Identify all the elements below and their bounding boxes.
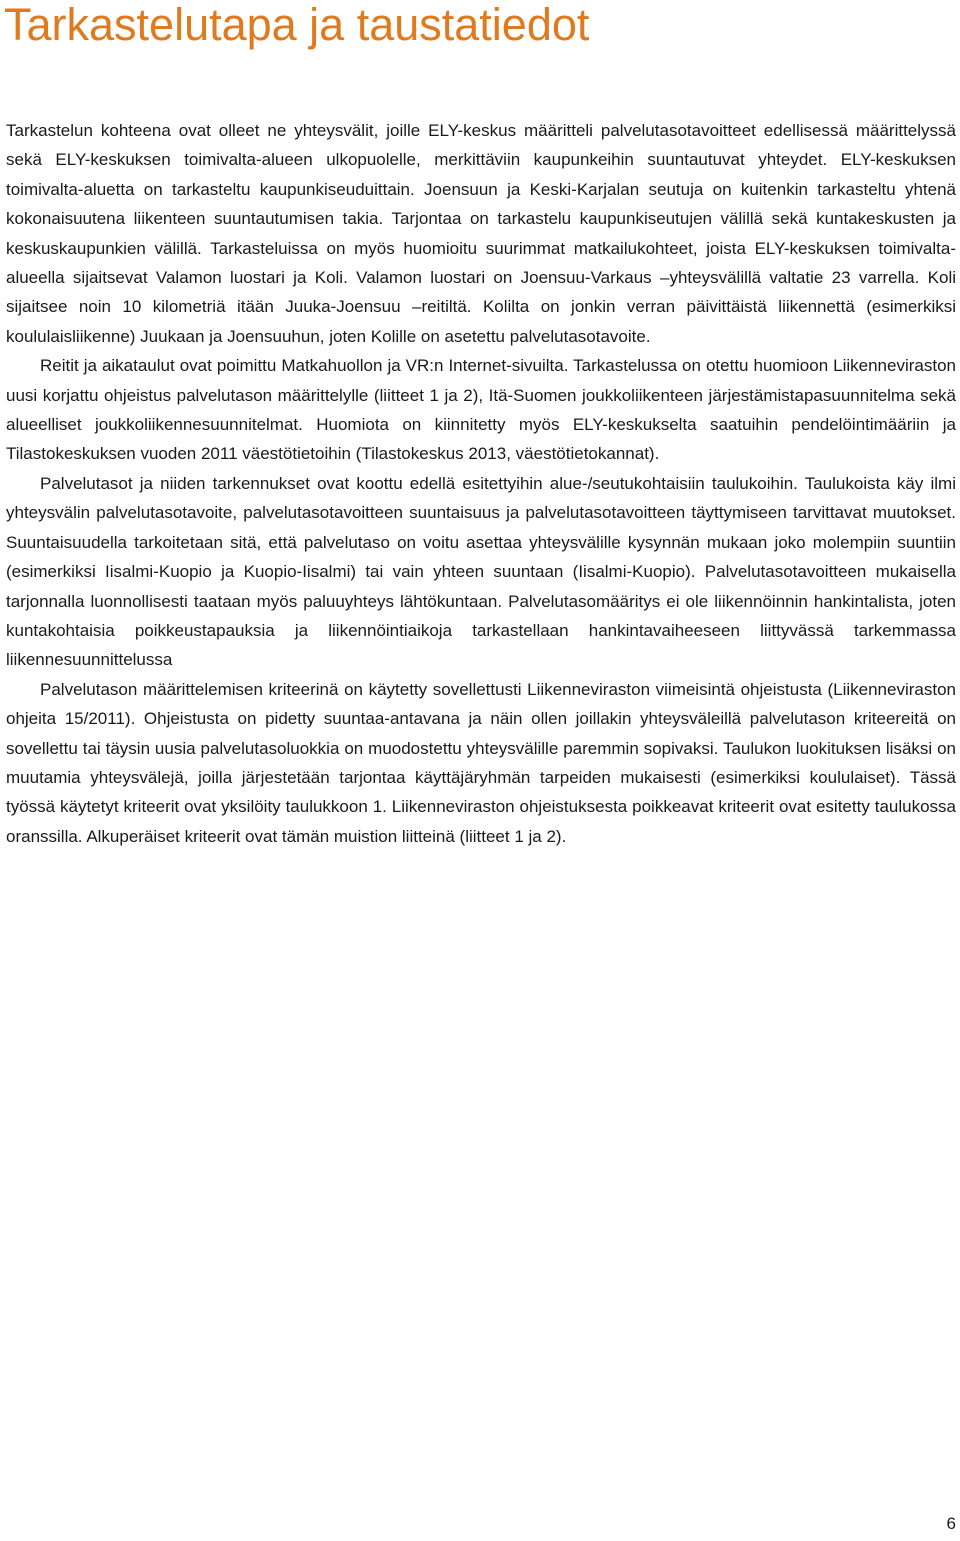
page-number: 6 [946, 1514, 956, 1533]
page-title: Tarkastelutapa ja taustatiedot [4, 0, 590, 50]
paragraph-service-levels: Palvelutasot ja niiden tarkennukset ovat koottu edellä esitettyihin alue-/seutukohtaisiin taulukoihin. Taulukoista käy ilmi yhteysvälin palvelutasotavoite, palvelutasotavoitteen suuntaisuus ja palvelutasotavoitteen täyttymiseen tarvittavat muutokset. Suuntaisuudella tarkoitetaan sitä, että palvelutaso on voitu asettaa yhteysvälille kysynnän mukaan joko molempiin suuntiin (esimerkiksi Iisalmi-Kuopio ja Kuopio-Iisalmi) tai vain yhteen suuntaan (Iisalmi-Kuopio). Palvelutasotavoitteen mukaisella tarjonnalla luonnollisesti taataan myös paluuyhteys lähtökuntaan. Palvelutasomääritys ei ole liikennöinnin hankintalista, joten kuntakohtaisia poikkeustapauksia ja liikennöintiaikoja tarkastellaan hankintavaiheeseen liittyvässä tarkemmassa liikennesuunnittelussa [6, 473, 956, 670]
body-text [6, 116, 956, 851]
paragraph-scope: Tarkastelun kohteena ovat olleet ne yhteysvälit, joille ELY-keskus määritteli palvelutasotavoitteet edellisessä määrittelyssä sekä ELY-keskuksen toimivalta-alueen ulkopuolelle, merkittäviin kaupunkeihin suuntautuvat yhteydet. ELY-keskuksen toimivalta-aluetta on tarkasteltu kaupunkiseuduittain. Joensuun ja Keski-Karjalan seutuja on kuitenkin tarkasteltu yhtenä kokonaisuutena liikenteen suuntautumisen takia. Tarjontaa on tarkastelu kaupunkiseutujen välillä sekä kuntakeskusten ja keskuskaupunkien välillä. Tarkasteluissa on myös huomioitu suurimmat matkailukohteet, joista ELY-keskuksen toimivalta-alueella sijaitsevat Valamon luostari ja Koli. Valamon luostari on Joensuu-Varkaus –yhteysvälillä valtatie 23 varrella. Koli sijaitsee noin 10 kilometriä itään Juuka-Joensuu –reitiltä. Kolilta on jonkin verran päivittäistä liikennettä (esimerkiksi koululaisliikenne) Juukaan ja Joensuuhun, joten Kolille on asetettu palvelutasotavoite. [6, 121, 956, 346]
paragraph-sources: Reitit ja aikataulut ovat poimittu Matkahuollon ja VR:n Internet-sivuilta. Tarkastelussa on otettu huomioon Liikenneviraston uusi korjattu ohjeistus palvelutason määrittelylle (liitteet 1 ja 2), Itä-Suomen joukkoliikenteen järjestämistapasuunnitelma sekä alueelliset joukkoliikennesuunnitelmat. Huomiota on kiinnitetty myös ELY-keskukselta saatuihin pendelöintimääriin ja Tilastokeskuksen vuoden 2011 väestötietoihin (Tilastokeskus 2013, väestötietokannat). [6, 356, 956, 464]
paragraph-criteria: Palvelutason määrittelemisen kriteerinä on käytetty sovellettusti Liikenneviraston viimeisintä ohjeistusta (Liikenneviraston ohjeita 15/2011). Ohjeistusta on pidetty suuntaa-antavana ja näin ollen joillakin yhteysväleillä palvelutason kriteereitä on sovellettu tai täysin uusia palvelutasoluokkia on muodostettu yhteysvälille paremmin sopivaksi. Taulukon luokituksen lisäksi on muutamia yhteysvälejä, joilla järjestetään tarjontaa käyttäjäryhmän tarpeiden mukaisesti (esimerkiksi koululaiset). Tässä työssä käytetyt kriteerit ovat yksilöity taulukkoon 1. Liikenneviraston ohjeistuksesta poikkeavat kriteerit ovat esitetty taulukossa oranssilla. Alkuperäiset kriteerit ovat tämän muistion liitteinä (liitteet 1 ja 2). [6, 679, 956, 846]
